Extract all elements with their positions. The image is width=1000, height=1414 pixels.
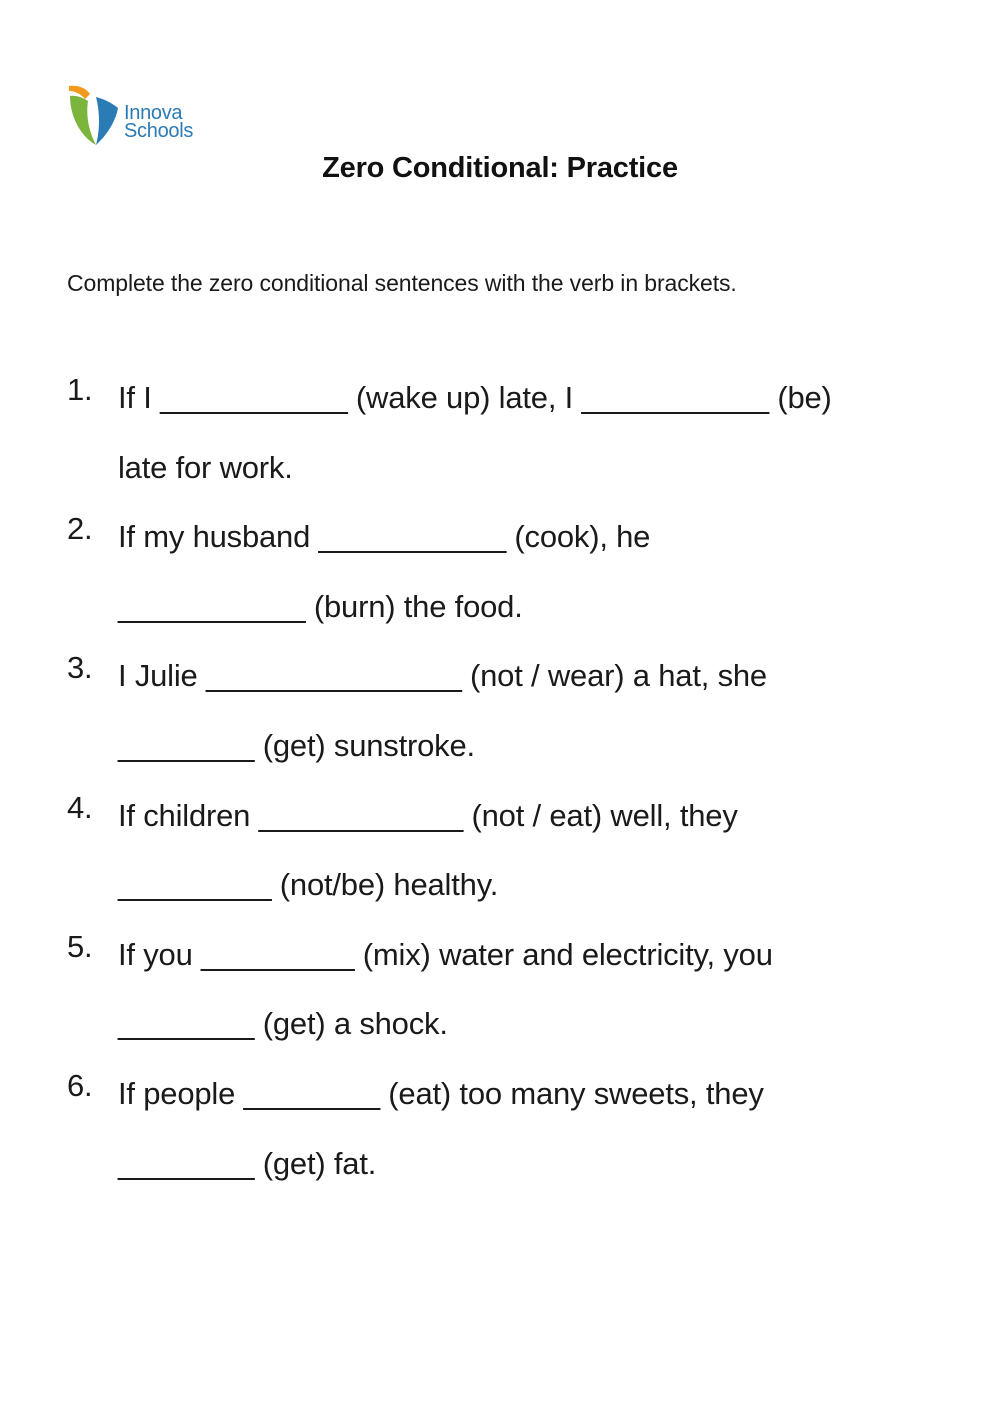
exercise-item-2: [67, 511, 947, 650]
exercise-line-2: _________ (not/be) healthy.: [118, 867, 499, 903]
leaf-logo-icon: [66, 82, 124, 148]
exercise-line-2: ___________ (burn) the food.: [118, 588, 523, 624]
logo-text-line1: Innova: [124, 102, 183, 124]
exercise-item-4: [67, 790, 947, 929]
exercise-item-1: [67, 372, 947, 511]
exercise-number: 5.: [67, 928, 93, 964]
exercise-line-1: If you _________ (mix) water and electricity, you: [118, 936, 773, 972]
exercise-line-1: If I ___________ (wake up) late, I ___________ (be): [118, 380, 832, 415]
logo-text-line2: Schools: [124, 120, 194, 142]
exercise-line-1: I Julie _______________ (not / wear) a hat, she: [118, 658, 767, 694]
exercise-item-3: [67, 650, 947, 789]
exercise-line-1: If children ____________ (not / eat) well, they: [118, 797, 738, 833]
exercise-line-2: ________ (get) a shock.: [118, 1006, 448, 1042]
exercise-item-5: [67, 929, 947, 1068]
exercise-line-2: ________ (get) fat.: [118, 1145, 377, 1181]
exercise-line-2: ________ (get) sunstroke.: [118, 727, 475, 763]
exercise-item-6: [67, 1068, 947, 1207]
exercise-number: 6.: [67, 1067, 93, 1103]
exercise-number: 1.: [67, 372, 93, 407]
exercise-number: 4.: [67, 789, 93, 825]
exercise-line-1: If people ________ (eat) too many sweets, they: [118, 1075, 764, 1111]
exercise-number: 3.: [67, 650, 93, 686]
instructions-text: Complete the zero conditional sentences with the verb in brackets.: [67, 270, 737, 296]
exercise-number: 2.: [67, 511, 93, 547]
exercise-line-2: late for work.: [118, 449, 293, 485]
logo-wordmark: [124, 104, 193, 140]
innova-schools-logo: [66, 82, 216, 152]
exercise-line-1: If my husband ___________ (cook), he: [118, 519, 651, 555]
page-title: Zero Conditional: Practice: [322, 152, 678, 184]
exercise-list: [67, 372, 947, 1207]
